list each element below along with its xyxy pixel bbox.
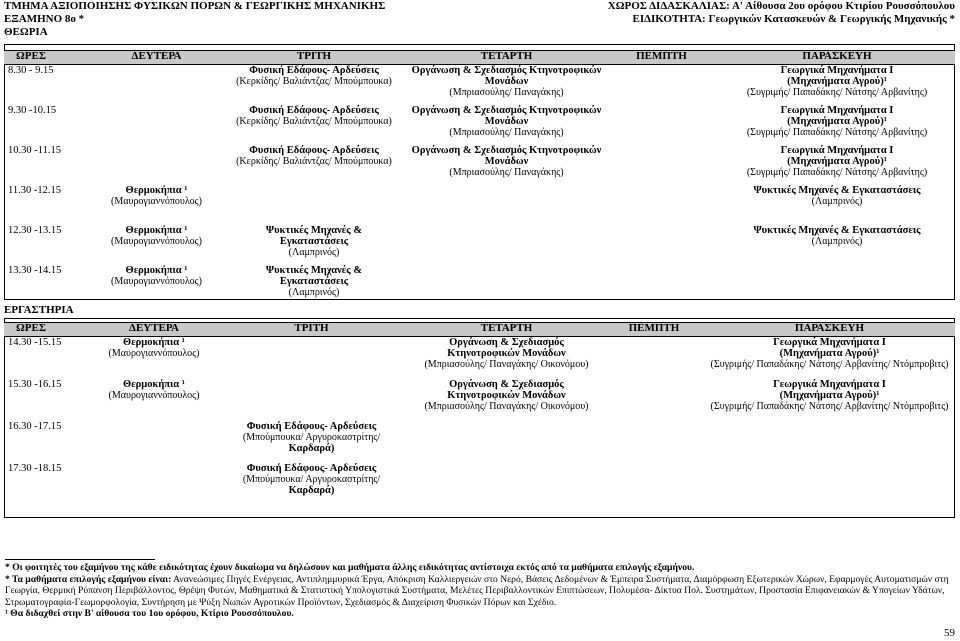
course-detail: (Μηχανήματα Αγρού)¹	[787, 155, 887, 167]
course-detail: (Κερκίδης/ Βαλιάντζας/ Μπούμπουκα)	[236, 115, 392, 127]
course-cell-fri	[704, 463, 955, 505]
course-title: Θερμοκήπια ¹	[125, 264, 188, 276]
course-cell-mon	[94, 379, 214, 421]
course-cell-mon	[94, 105, 219, 145]
time-slot: 9.30 -10.15	[8, 104, 57, 116]
course-detail: (Μηχανήματα Αγρού)¹	[779, 389, 880, 401]
course-detail: (Μαυρογιαννόπουλος)	[108, 389, 200, 401]
course-detail: Μονάδων	[484, 115, 529, 127]
time-slot: 15.30 -16.15	[8, 378, 62, 390]
course-cell-thu	[604, 421, 704, 463]
course-detail: Εγκαταστάσεις	[279, 275, 349, 287]
course-title: Γεωργικά Μηχανήματα Ι	[780, 144, 894, 156]
course-cell-wed	[409, 379, 604, 421]
footnote-2-text: Ανανεώσιμες Πηγές Ενέργειας, Αντιπλημμυρικά Έργα, Απόκριση Καλλιεργειών στο Νερό, Βάσεις Δεδομένων & Έμπειρα Συστήματα, Διαμόρφωση Εξωτερικών Χώρων, Εφαρμογές Αυτοματισμών στη Γεωργία, Θερμική Ρύπανση Περιβάλλοντος, Θρέψη Φυτών, Μαθηματικά & Στατιστική Υπολογιστικά Συστήματα, Μελέτες Περιβαλλοντικών Επιπτώσεων, Πολυμέσα- Δίκτυα Πολ. Συστημάτων, Προστασία Επιφανειακών & Υπογείων Υδάτων, Στρωματογραφία-Γεωμορφολογία, Συντήρηση με Ψύξη Νωπών Αγροτικών Προϊόντων, Σχεδιασμός & Διαχείριση Φυσικών Πόρων και Σχέδιο.	[5, 573, 949, 608]
course-cell-tue	[214, 463, 409, 505]
time-slot: 14.30 -15.15	[8, 337, 62, 348]
lab-body	[4, 337, 955, 505]
course-title: Γεωργικά Μηχανήματα Ι	[780, 65, 894, 76]
course-cell-wed	[409, 225, 604, 265]
course-cell-wed	[409, 421, 604, 463]
course-detail: (Συγριμής/ Παπαδάκης/ Νάτσης/ Αρβανίτης)	[746, 87, 928, 98]
department-title: ΤΜΗΜΑ ΑΞΙΟΠΟΙΗΣΗΣ ΦΥΣΙΚΩΝ ΠΟΡΩΝ & ΓΕΩΡΓΙΚΗΣ ΜΗΧΑΝΙΚΗΣ	[4, 0, 386, 12]
course-detail: (Μπριασούλης/ Παναγάκης/ Οικονόμου)	[424, 400, 589, 412]
theory-label: ΘΕΩΡΙΑ	[4, 26, 48, 38]
course-detail: (Μαυρογιαννόπουλος)	[111, 275, 202, 287]
course-detail: (Μπριασούλης/ Παναγάκης)	[449, 87, 564, 98]
header-left	[4, 0, 385, 39]
course-title: Γεωργικά Μηχανήματα Ι	[773, 378, 886, 390]
course-detail: Καρδαρά)	[288, 484, 335, 496]
time-slot: 11.30 -12.15	[8, 184, 61, 196]
schedule-row	[4, 145, 955, 185]
course-cell-fri	[719, 65, 955, 105]
course-detail: (Μηχανήματα Αγρού)¹	[787, 115, 887, 127]
semester-label: ΕΞΑΜΗΝΟ 8ο *	[4, 13, 85, 25]
course-cell-fri	[719, 105, 955, 145]
course-cell-wed	[409, 463, 604, 505]
course-detail: (Μπριασούλης/ Παναγάκης)	[449, 126, 564, 138]
course-cell-tue	[219, 265, 409, 305]
time-slot: 8.30 - 9.15	[8, 65, 54, 76]
course-cell-fri	[704, 421, 955, 463]
theory-body	[4, 65, 955, 305]
course-cell-wed	[409, 185, 604, 225]
course-cell-mon	[94, 185, 219, 225]
course-detail: (Μπριασούλης/ Παναγάκης)	[449, 166, 564, 178]
course-detail: (Συγριμής/ Παπαδάκης/ Νάτσης/ Αρβανίτης)	[746, 126, 928, 138]
footnote-1: * Οι φοιτητές του εξαμήνου της κάθε ειδικότητας έχουν δικαίωμα να δηλώσουν και μαθήματα άλλης ειδικότητας αντίστοιχα εκτός από τα μαθήματα επιλογής εξαμήνου.	[5, 562, 695, 573]
time-slot: 10.30 -11.15	[8, 144, 61, 156]
course-cell-tue	[219, 225, 409, 265]
course-detail: (Μαυρογιαννόπουλος)	[111, 195, 202, 207]
course-detail: (Κερκίδης/ Βαλιάντζας/ Μπούμπουκα)	[236, 155, 392, 167]
column-header: ΠΑΡΑΣΚΕΥΗ	[704, 323, 955, 337]
course-cell-mon	[94, 65, 219, 105]
course-cell-wed	[409, 145, 604, 185]
course-cell-tue	[219, 185, 409, 225]
course-detail: Μονάδων	[484, 76, 529, 87]
course-detail: (Μηχανήματα Αγρού)¹	[787, 76, 887, 87]
column-header: ΤΡΙΤΗ	[214, 323, 409, 337]
course-detail: (Λαμπρινός)	[811, 235, 863, 247]
course-cell-thu	[604, 65, 719, 105]
classroom-label: ΧΩΡΟΣ ΔΙΔΑΣΚΑΛΙΑΣ: Α' Αίθουσα 2ου ορόφου Κτιρίου Ρουσσόπουλου	[607, 0, 955, 12]
course-title: Φυσική Εδάφους- Αρδεύσεις	[246, 462, 377, 474]
course-cell-thu	[604, 225, 719, 265]
course-cell-fri	[704, 337, 955, 379]
course-detail: Εγκαταστάσεις	[279, 235, 349, 247]
course-title: Φυσική Εδάφους- Αρδεύσεις	[249, 65, 379, 76]
schedule-row	[4, 265, 955, 305]
page-number: 59	[944, 627, 955, 639]
theory-schedule-table	[4, 50, 955, 305]
course-detail: Κτηνοτροφικών Μονάδων	[447, 389, 566, 401]
labs-section-title: ΕΡΓΑΣΤΗΡΙΑ	[4, 304, 74, 316]
course-title: Ψυκτικές Μηχανές & Εγκαταστάσεις	[753, 224, 921, 236]
schedule-row	[4, 185, 955, 225]
course-title: Φυσική Εδάφους- Αρδεύσεις	[249, 144, 379, 156]
course-cell-fri	[704, 379, 955, 421]
course-title: Θερμοκήπια ¹	[123, 378, 185, 390]
course-cell-thu	[604, 337, 704, 379]
course-title: Γεωργικά Μηχανήματα Ι	[773, 337, 886, 348]
schedule-row	[4, 379, 955, 421]
lab-schedule-table	[4, 322, 955, 505]
course-detail: (Μαυρογιαννόπουλος)	[108, 348, 200, 359]
course-detail: (Λαμπρινός)	[811, 195, 863, 207]
column-header: ΤΕΤΑΡΤΗ	[409, 51, 604, 65]
course-detail: (Λαμπρινός)	[288, 286, 340, 298]
course-title: Θερμοκήπια ¹	[123, 337, 185, 348]
schedule-row	[4, 65, 955, 105]
time-slot: 12.30 -13.15	[8, 224, 62, 236]
course-detail: (Μηχανήματα Αγρού)¹	[779, 348, 880, 359]
course-title: Οργάνωση & Σχεδιασμός	[449, 337, 564, 348]
header-right	[608, 0, 955, 26]
schedule-row	[4, 337, 955, 379]
time-slot: 16.30 -17.15	[8, 420, 62, 432]
column-header: ΩΡΕΣ	[4, 323, 94, 337]
course-cell-wed	[409, 105, 604, 145]
course-cell-wed	[409, 337, 604, 379]
course-detail: (Μαυρογιαννόπουλος)	[111, 235, 202, 247]
column-header: ΤΕΤΑΡΤΗ	[409, 323, 604, 337]
course-title: Θερμοκήπια ¹	[125, 184, 188, 196]
course-cell-fri	[719, 185, 955, 225]
course-title: Οργάνωση & Σχεδιασμός Κτηνοτροφικών	[411, 144, 602, 156]
column-header: ΠΕΜΠΤΗ	[604, 51, 719, 65]
time-slot: 13.30 -14.15	[8, 264, 62, 276]
footnote-2	[5, 574, 950, 609]
course-title: Ψυκτικές Μηχανές &	[265, 264, 363, 276]
course-title: Θερμοκήπια ¹	[125, 224, 188, 236]
course-cell-wed	[409, 265, 604, 305]
course-detail: (Συγριμής/ Παπαδάκης/ Νάτσης/ Αρβανίτης/ Ντόμπροβιτς)	[710, 400, 949, 412]
course-cell-tue	[219, 65, 409, 105]
time-slot: 17.30 -18.15	[8, 462, 62, 474]
lab-header-row	[4, 323, 955, 337]
course-detail: (Συγριμής/ Παπαδάκης/ Νάτσης/ Αρβανίτης)	[746, 166, 928, 178]
course-detail: (Μπούμπουκα/ Αργυροκαστρίτης/	[242, 473, 381, 485]
course-cell-mon	[94, 225, 219, 265]
course-detail: Κτηνοτροφικών Μονάδων	[447, 348, 566, 359]
footnote-divider	[5, 559, 155, 560]
course-cell-mon	[94, 421, 214, 463]
column-header: ΤΡΙΤΗ	[219, 51, 409, 65]
course-cell-mon	[94, 145, 219, 185]
course-cell-wed	[409, 65, 604, 105]
course-title: Οργάνωση & Σχεδιασμός Κτηνοτροφικών	[411, 104, 602, 116]
course-cell-fri	[719, 265, 955, 305]
course-cell-mon	[94, 463, 214, 505]
course-detail: Μονάδων	[484, 155, 529, 167]
course-cell-tue	[219, 145, 409, 185]
column-header: ΔΕΥΤΕΡΑ	[94, 51, 219, 65]
course-cell-tue	[214, 337, 409, 379]
course-cell-thu	[604, 265, 719, 305]
schedule-row	[4, 105, 955, 145]
course-cell-mon	[94, 337, 214, 379]
column-header: ΠΕΜΠΤΗ	[604, 323, 704, 337]
footnote-3: ¹ Θα διδαχθεί στην Β' αίθουσα του 1ου ορόφου, Κτίριο Ρουσσόπουλου.	[5, 608, 294, 620]
course-cell-fri	[719, 225, 955, 265]
course-cell-mon	[94, 265, 219, 305]
course-detail: (Μπριασούλης/ Παναγάκης/ Οικονόμου)	[424, 359, 589, 370]
course-detail: (Λαμπρινός)	[288, 246, 340, 258]
schedule-row	[4, 421, 955, 463]
course-title: Ψυκτικές Μηχανές & Εγκαταστάσεις	[753, 184, 921, 196]
column-header: ΠΑΡΑΣΚΕΥΗ	[719, 51, 955, 65]
course-title: Φυσική Εδάφους- Αρδεύσεις	[246, 420, 377, 432]
course-cell-thu	[604, 379, 704, 421]
course-cell-tue	[219, 105, 409, 145]
course-title: Ψυκτικές Μηχανές &	[265, 224, 363, 236]
course-title: Γεωργικά Μηχανήματα Ι	[780, 104, 894, 116]
theory-header-row	[4, 51, 955, 65]
course-cell-thu	[604, 463, 704, 505]
course-cell-fri	[719, 145, 955, 185]
course-cell-tue	[214, 421, 409, 463]
column-header: ΩΡΕΣ	[4, 51, 94, 65]
column-header: ΔΕΥΤΕΡΑ	[94, 323, 214, 337]
schedule-row	[4, 225, 955, 265]
schedule-row	[4, 463, 955, 505]
course-title: Οργάνωση & Σχεδιασμός Κτηνοτροφικών	[411, 65, 602, 76]
course-detail: Καρδαρά)	[288, 442, 335, 454]
footnotes	[5, 559, 950, 620]
course-cell-tue	[214, 379, 409, 421]
course-detail: (Συγριμής/ Παπαδάκης/ Νάτσης/ Αρβανίτης/ Ντόμπροβιτς)	[710, 359, 949, 370]
course-detail: (Μπούμπουκα/ Αργυροκαστρίτης/	[242, 431, 381, 443]
course-title: Οργάνωση & Σχεδιασμός	[449, 378, 564, 390]
course-cell-thu	[604, 145, 719, 185]
course-cell-thu	[604, 105, 719, 145]
footnote-2-lead: * Τα μαθήματα επιλογής εξαμήνου είναι:	[5, 573, 172, 585]
course-title: Φυσική Εδάφους- Αρδεύσεις	[249, 104, 379, 116]
course-cell-thu	[604, 185, 719, 225]
specialty-label: ΕΙΔΙΚΟΤΗΤΑ: Γεωργικών Κατασκευών & Γεωργικής Μηχανικής *	[632, 13, 955, 25]
course-detail: (Κερκίδης/ Βαλιάντζας/ Μπούμπουκα)	[236, 76, 392, 87]
